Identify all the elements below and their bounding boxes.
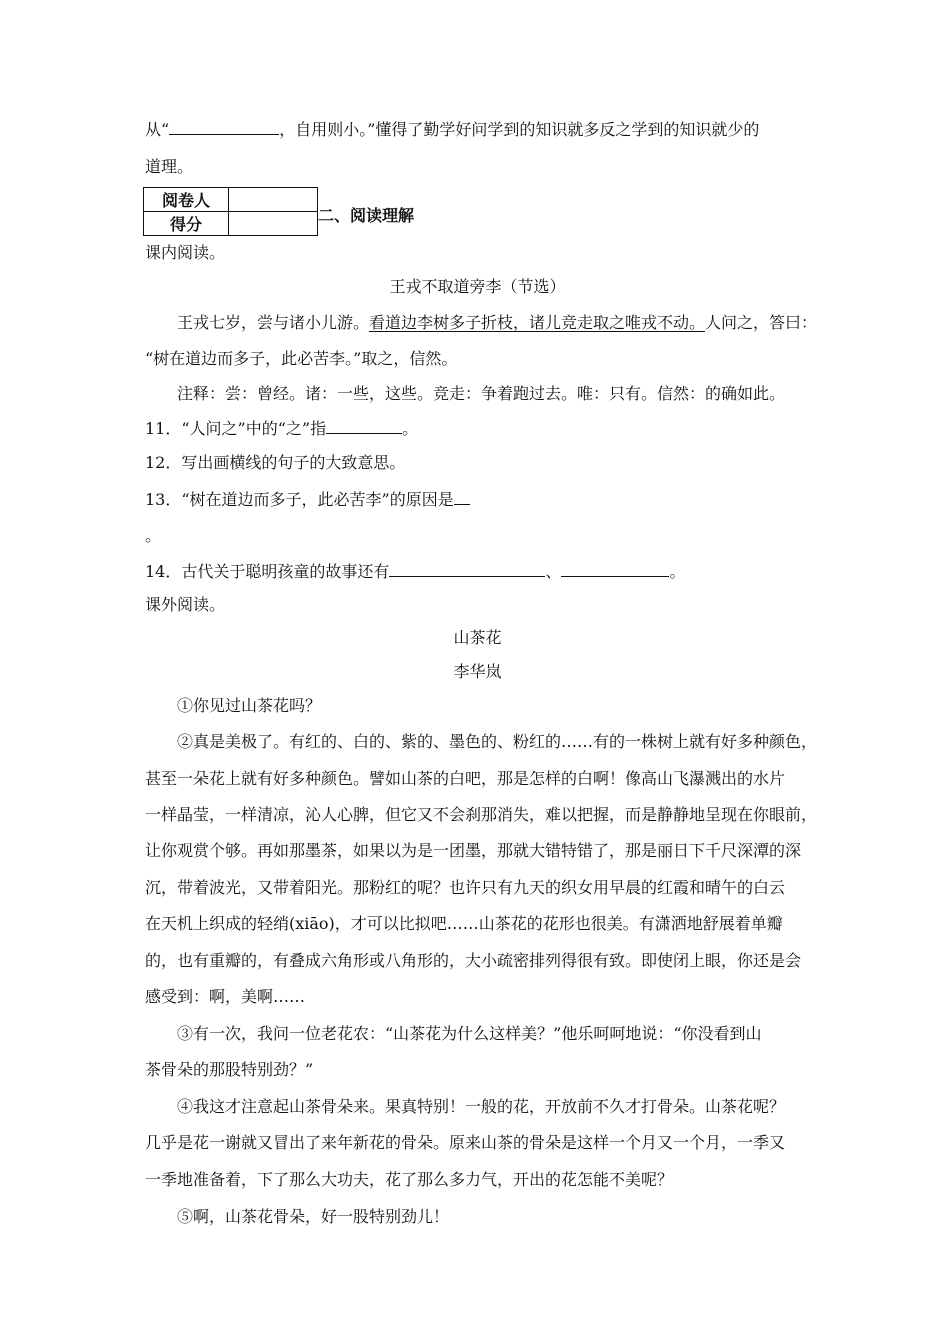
question-14 [145, 559, 810, 584]
question-text: 11．“人问之”中的“之”指 [145, 419, 327, 438]
extra-para-2-line: 一样晶莹，一样清凉，沁人心脾，但它又不会刹那消失，难以把握，而是静静地呈现在你眼前， [145, 805, 818, 824]
reviewer-label: 阅卷人 [144, 188, 229, 212]
question-text: 13．“树在道边而多子，此必苦李”的原因是 [145, 490, 454, 509]
question-13 [145, 487, 810, 512]
section-title: 二、阅读理解 [318, 206, 415, 225]
question-text: 14．古代关于聪明孩童的故事还有 [145, 562, 390, 581]
extra-para-2-line: 沉，带着波光，又带着阳光。那粉红的呢？也许只有九天的织女用早晨的红霞和晴午的白云 [145, 878, 786, 897]
extra-author: 李华岚 [453, 662, 502, 681]
score-label: 得分 [144, 212, 229, 236]
answer-blank[interactable] [389, 559, 545, 577]
extra-para-2-line: 的，也有重瓣的，有叠成六角形或八角形的，大小疏密排列得很有致。即使闭上眼，你还是会 [145, 951, 802, 970]
in-class-para-line-2: “树在道边而多子，此必苦李。”取之，信然。 [145, 349, 458, 368]
text-fragment: ，自用则小。”懂得了勤学好问学到的知识就多反之学到的知识就少的 [279, 120, 760, 139]
text-fragment: 人问之，答曰： [705, 313, 818, 332]
answer-blank[interactable] [169, 117, 279, 135]
in-class-note: 注释：尝：曾经。诸：一些，这些。竞走：争着跑过去。唯：只有。信然：的确如此。 [177, 384, 786, 403]
text-fragment: 王戎七岁，尝与诸小儿游。 [177, 313, 370, 332]
question-11 [145, 416, 810, 441]
extra-para-4-line: 一季地准备着，下了那么大功夫，花了那么多力气，开出的花怎能不美呢？ [145, 1170, 674, 1189]
extra-label: 课外阅读。 [145, 595, 226, 614]
score-cell[interactable] [229, 212, 318, 236]
extra-para-5: ⑤啊，山茶花骨朵，好一股特别劲儿！ [177, 1207, 450, 1226]
reviewer-cell[interactable] [229, 188, 318, 212]
extra-para-3-line: ③有一次，我问一位老花农：“山茶花为什么这样美？”他乐呵呵地说：“你没看到山 [177, 1024, 762, 1043]
in-class-para-line-1 [177, 311, 818, 335]
extra-para-2-line: 让你观赏个够。再如那墨茶，如果以为是一团墨，那就大错特错了，那是丽日下千尺深潭的深 [145, 841, 802, 860]
text-fragment: 从“ [145, 120, 170, 139]
extra-para-2-line: 感受到：啊，美啊…… [145, 987, 306, 1006]
extra-para-4-line: 几乎是花一谢就又冒出了来年新花的骨朵。原来山茶的骨朵是这样一个月又一个月，一季又 [145, 1133, 786, 1152]
answer-blank[interactable] [454, 487, 470, 505]
question-text: 、 [545, 562, 562, 581]
continued-line-1 [145, 117, 810, 142]
continued-line-2: 道理。 [145, 157, 194, 176]
extra-para-2-line: ②真是美极了。有红的、白的、紫的、墨色的、粉红的……有的一株树上就有好多种颜色， [177, 732, 818, 751]
question-12: 12．写出画横线的句子的大致意思。 [145, 453, 406, 472]
extra-para-1: ①你见过山茶花吗？ [177, 696, 322, 715]
answer-blank[interactable] [561, 559, 669, 577]
extra-para-2-line: 在天机上织成的轻绡(xiāo)，才可以比拟吧……山茶花的花形也很美。有潇洒地舒展着单瓣 [145, 914, 783, 933]
extra-para-4-line: ④我这才注意起山茶骨朵来。果真特别！一般的花，开放前不久才打骨朵。山茶花呢？ [177, 1097, 786, 1116]
question-text: 。 [669, 562, 686, 581]
extra-title: 山茶花 [453, 628, 502, 647]
extra-para-3-line: 茶骨朵的那股特别劲？” [145, 1060, 314, 1079]
underlined-sentence: 看道边李树多子折枝，诸儿竞走取之唯戎不动。 [369, 313, 706, 332]
extra-para-2-line: 甚至一朵花上就有好多种颜色。譬如山茶的白吧，那是怎样的白啊！像高山飞瀑溅出的水片 [145, 769, 786, 788]
question-13-end: 。 [145, 526, 162, 545]
in-class-title: 王戎不取道旁李（节选） [389, 277, 566, 296]
score-table [143, 187, 318, 236]
answer-blank[interactable] [326, 416, 402, 434]
question-text: 。 [402, 419, 419, 438]
in-class-label: 课内阅读。 [145, 243, 226, 262]
